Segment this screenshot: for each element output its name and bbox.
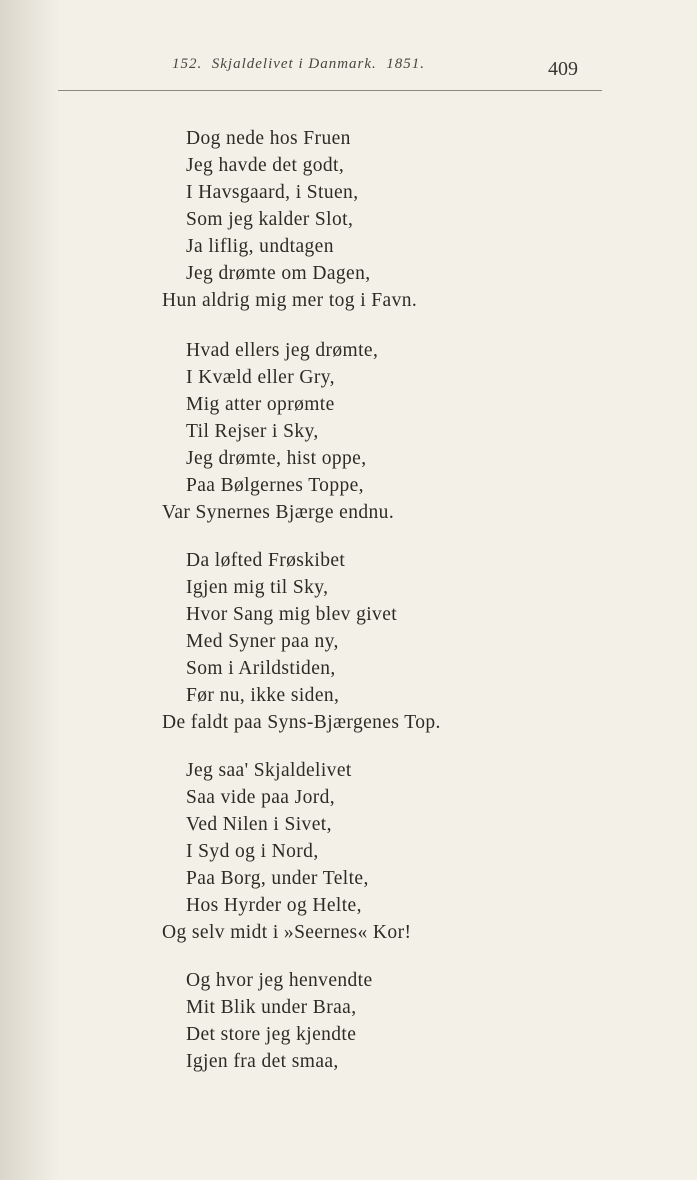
- verse-line: Mig atter oprømte: [186, 394, 335, 415]
- verse-line: I Havsgaard, i Stuen,: [186, 182, 359, 203]
- running-head: 152. Skjaldelivet i Danmark. 1851.: [172, 56, 426, 72]
- verse-line: I Kvæld eller Gry,: [186, 367, 335, 388]
- verse-line: De faldt paa Syns-Bjærgenes Top.: [162, 712, 441, 733]
- verse-line: Hvor Sang mig blev givet: [186, 604, 398, 625]
- verse-line: Som jeg kalder Slot,: [186, 209, 354, 230]
- header-rule: [58, 90, 602, 91]
- verse-line: Mit Blik under Braa,: [186, 997, 357, 1018]
- verse-line: Hvad ellers jeg drømte,: [186, 340, 379, 361]
- verse-line: Med Syner paa ny,: [186, 631, 339, 652]
- verse-line: Hos Hyrder og Helte,: [186, 895, 362, 916]
- page-number: 409: [548, 58, 578, 80]
- verse-line: Var Synernes Bjærge endnu.: [162, 502, 395, 523]
- verse-line: Paa Borg, under Telte,: [186, 868, 369, 889]
- verse-line: Jeg drømte om Dagen,: [186, 263, 371, 284]
- verse-line: Og hvor jeg henvendte: [186, 970, 373, 991]
- verse-line: Ja liflig, undtagen: [186, 236, 334, 257]
- verse-line: Jeg drømte, hist oppe,: [186, 448, 367, 469]
- page-edge-shadow: [0, 0, 60, 1180]
- page-header: [0, 52, 697, 92]
- verse-line: Igjen mig til Sky,: [186, 577, 329, 598]
- verse-line: Igjen fra det smaa,: [186, 1051, 339, 1072]
- verse-line: Dog nede hos Fruen: [186, 128, 351, 149]
- verse-line: I Syd og i Nord,: [186, 841, 319, 862]
- verse-line: Til Rejser i Sky,: [186, 421, 319, 442]
- verse-line: Ved Nilen i Sivet,: [186, 814, 332, 835]
- verse-line: Hun aldrig mig mer tog i Favn.: [162, 290, 418, 311]
- verse-line: Og selv midt i »Seernes« Kor!: [162, 922, 412, 943]
- verse-line: Jeg saa' Skjaldelivet: [186, 760, 352, 781]
- verse-line: Paa Bølgernes Toppe,: [186, 475, 364, 496]
- verse-line: Saa vide paa Jord,: [186, 787, 336, 808]
- verse-line: Jeg havde det godt,: [186, 155, 345, 176]
- verse-line: Da løfted Frøskibet: [186, 550, 346, 571]
- verse-line: Som i Arildstiden,: [186, 658, 336, 679]
- verse-line: Det store jeg kjendte: [186, 1024, 357, 1045]
- verse-line: Før nu, ikke siden,: [186, 685, 340, 706]
